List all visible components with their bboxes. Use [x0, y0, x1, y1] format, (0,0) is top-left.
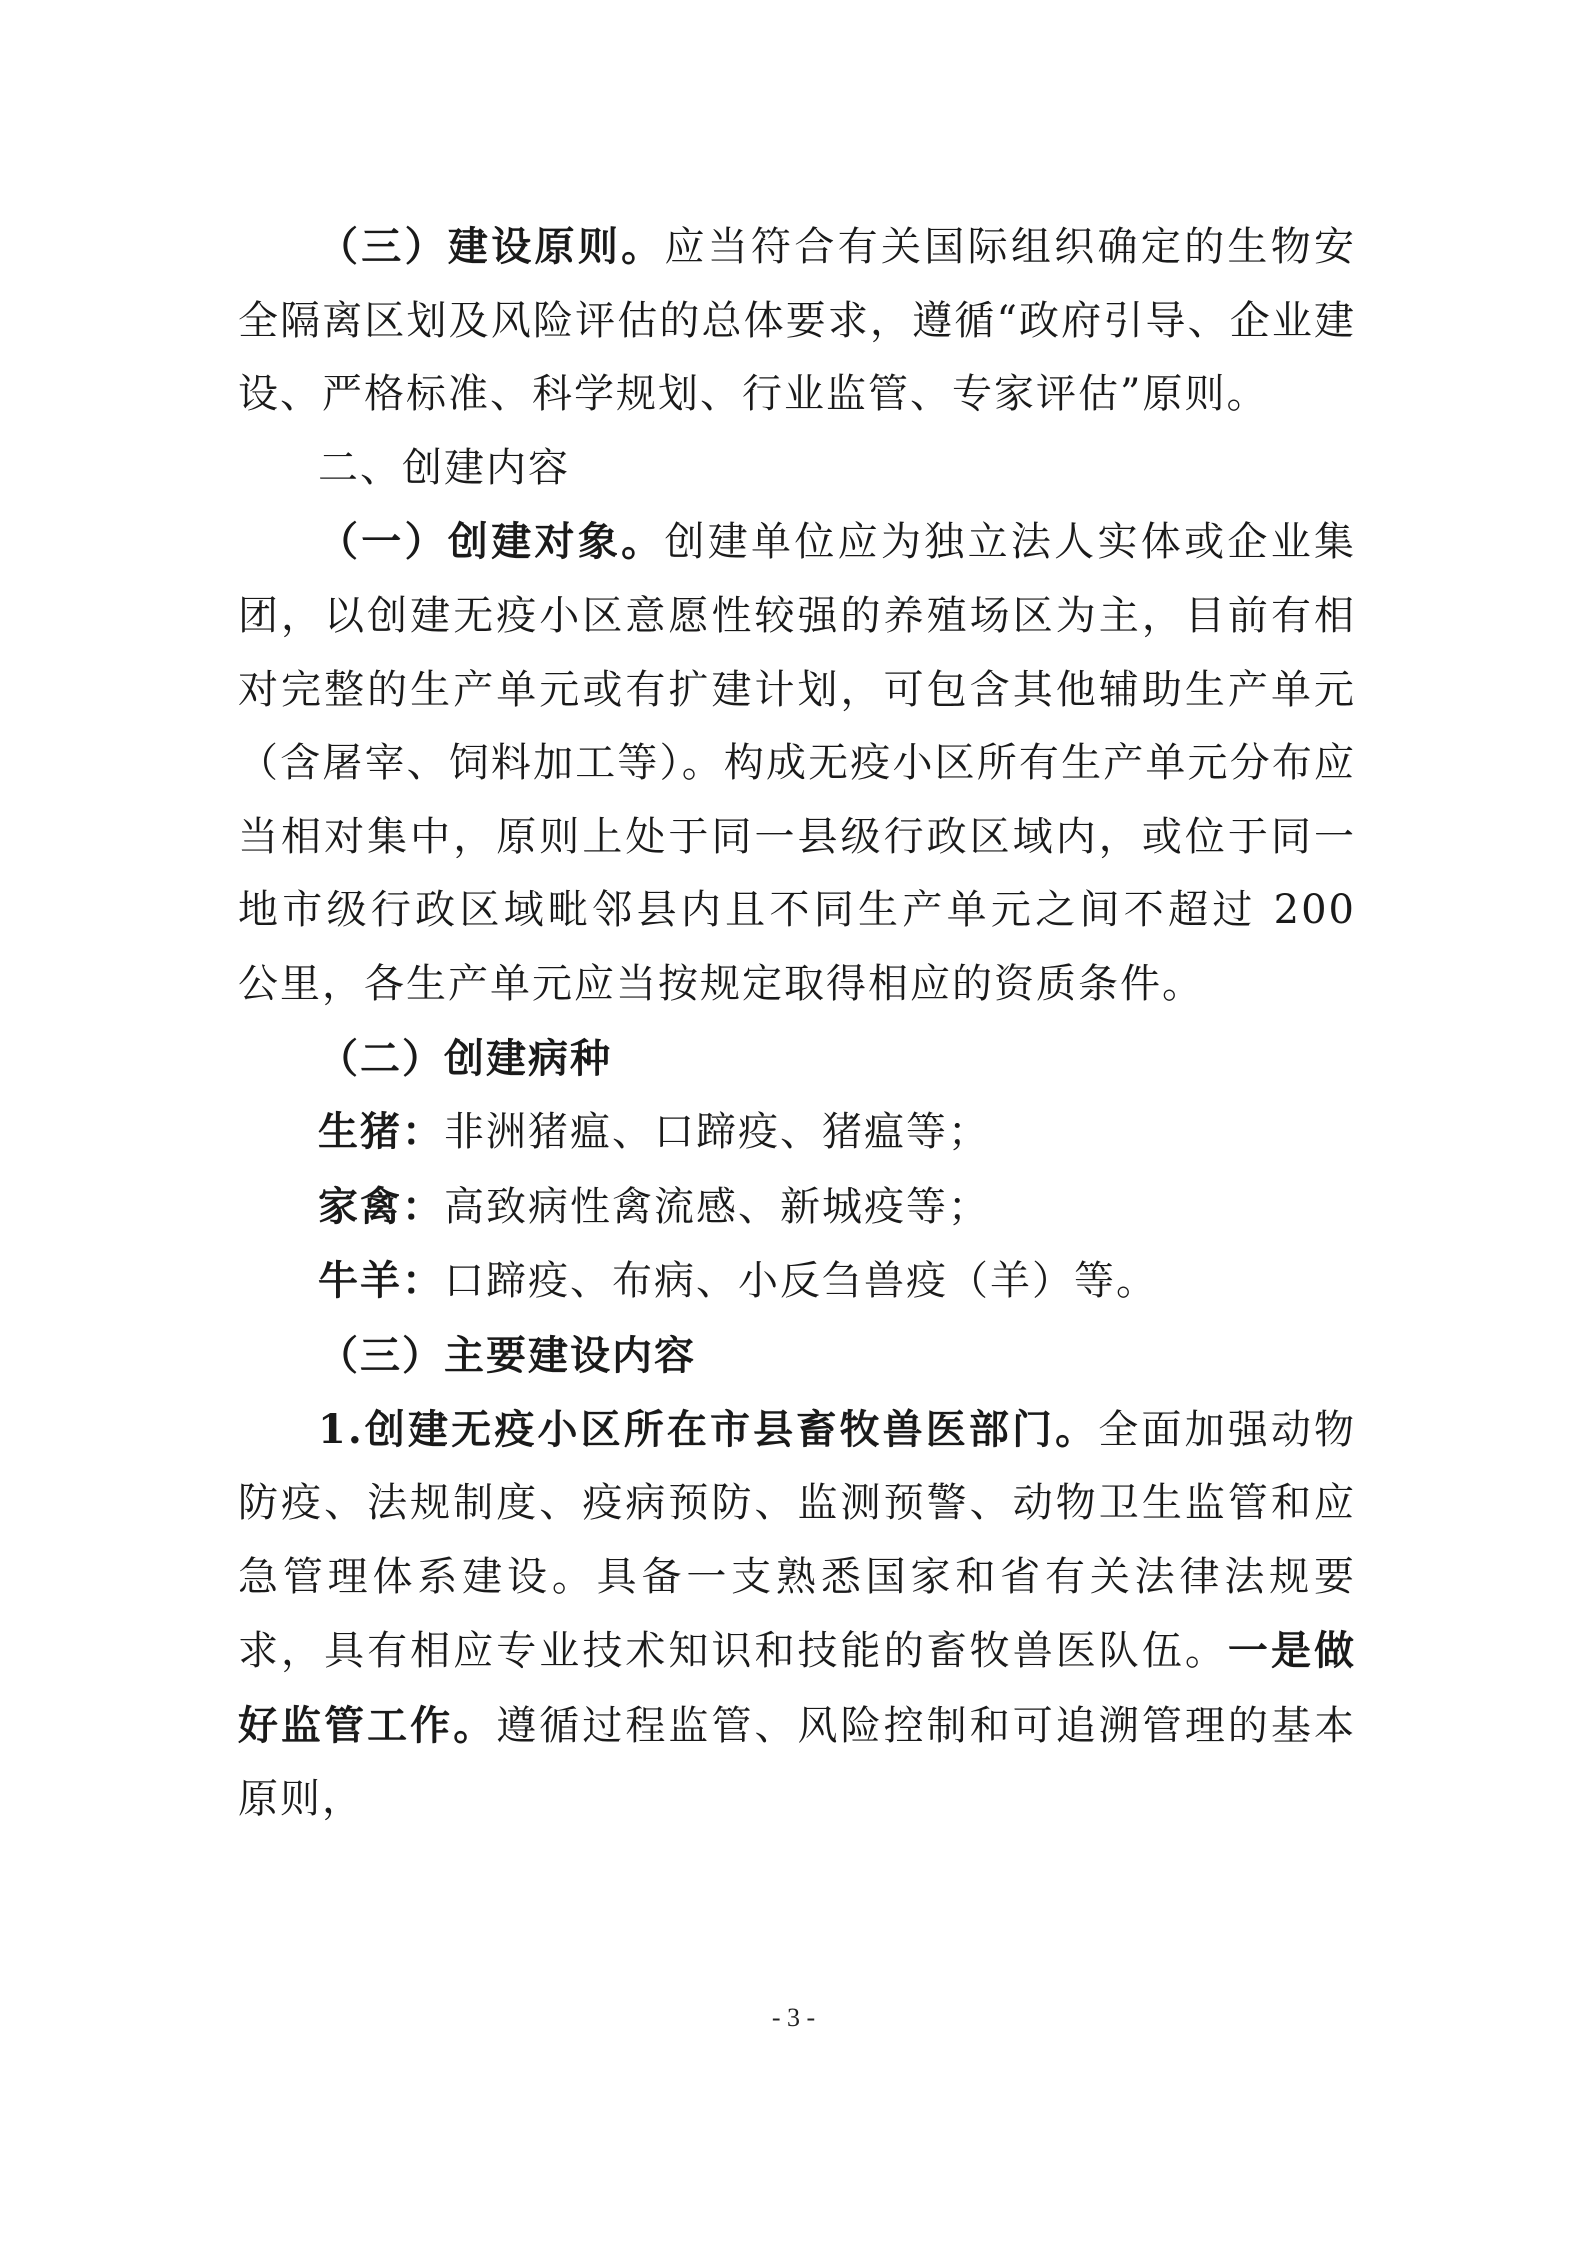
disease-text-pigs: 非洲猪瘟、口蹄疫、猪瘟等； — [444, 1109, 990, 1156]
disease-text-cattle-sheep: 口蹄疫、布病、小反刍兽疫（羊）等。 — [444, 1258, 1158, 1305]
disease-label-pigs: 生猪： — [318, 1108, 444, 1156]
county-departments-text: 全面加强动物防疫、法规制度、疫病预防、监测预警、动物卫生监管和应急管理体系建设。具备一支熟悉国家和省有关法律法规要求，具有相应专业技术知识和技能的畜牧兽医队伍。 — [238, 1406, 1356, 1675]
disease-line-pigs — [238, 1095, 1356, 1170]
paragraph-county-departments — [238, 1393, 1356, 1838]
page-number: - 3 - — [771, 2003, 816, 2032]
disease-text-poultry: 高致病性禽流感、新城疫等； — [444, 1183, 990, 1230]
principles-text: 应当符合有关国际组织确定的生物安全隔离区划及风险评估的总体要求，遵循“政府引导、企业建设、严格标准、科学规划、行业监管、专家评估”原则。 — [238, 224, 1357, 418]
document-body — [238, 210, 1356, 1837]
principles-heading: （三）建设原则。 — [318, 223, 665, 270]
target-text: 创建单位应为独立法人实体或企业集团，以创建无疫小区意愿性较强的养殖场区为主，目前有相对完整的生产单元或有扩建计划，可包含其他辅助生产单元（含屠宰、饲料加工等）。构成无疫小区所有生产单元分布应当相对集中，原则上处于同一县级行政区域内，或位于同一地市级行政区域毗邻县内且不同生产单元之间不超过 200 公里，各生产单元应当按规定取得相应的资质条件。 — [238, 519, 1357, 1007]
paragraph-principles — [238, 210, 1356, 432]
subheading-main-content: （三）主要建设内容 — [318, 1331, 696, 1379]
supervision-heading: 一是做好监管工作。 — [238, 1627, 1357, 1749]
county-departments-heading: 1.创建无疫小区所在市县畜牧兽医部门。 — [318, 1405, 1099, 1453]
disease-label-cattle-sheep: 牛羊： — [318, 1257, 444, 1305]
disease-label-poultry: 家禽： — [318, 1182, 444, 1230]
supervision-text: 遵循过程监管、风险控制和可追溯管理的基本原则， — [238, 1702, 1357, 1823]
paragraph-target — [238, 505, 1356, 1021]
disease-line-cattle-sheep — [238, 1244, 1356, 1319]
section-heading-content: 二、创建内容 — [318, 444, 570, 491]
disease-line-poultry — [238, 1170, 1356, 1245]
target-heading: （一）创建对象。 — [318, 518, 665, 566]
subheading-diseases: （二）创建病种 — [318, 1034, 612, 1082]
